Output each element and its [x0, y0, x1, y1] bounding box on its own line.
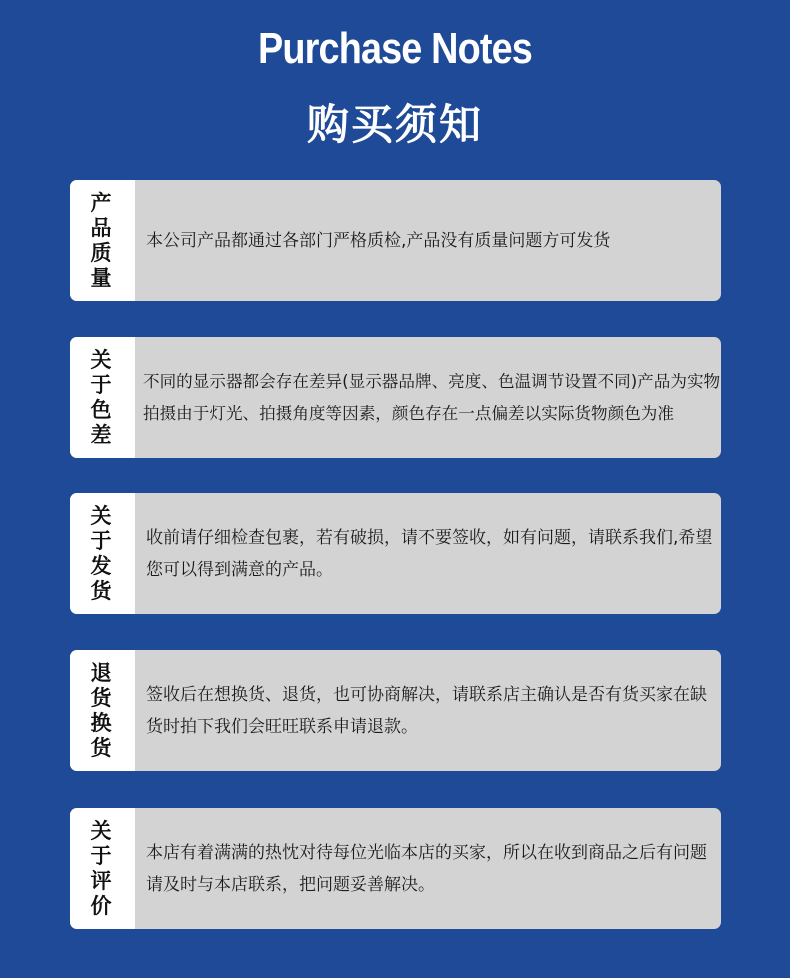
- note-label-char: 差: [90, 422, 112, 447]
- note-label-char: 色: [90, 397, 112, 422]
- page-title-chinese: 购买须知: [306, 100, 483, 149]
- note-content: [146, 808, 713, 929]
- note-text: 签收后在想换货、退货，也可协商解决，请联系店主确认是否有货买家在缺货时拍下我们会旺旺联系申请退款。: [146, 684, 707, 737]
- note-label-char: 品: [90, 215, 112, 240]
- note-card-returns: [70, 650, 721, 771]
- note-label-char: 退: [90, 660, 112, 685]
- note-label: [70, 493, 132, 614]
- note-content: [146, 493, 713, 614]
- note-label: [70, 337, 132, 458]
- note-card-reviews: [70, 808, 721, 929]
- note-label-char: 产: [90, 190, 112, 215]
- note-text: 本公司产品都通过各部门严格质检,产品没有质量问题方可发货: [146, 230, 611, 251]
- note-label-char: 关: [90, 503, 112, 528]
- note-label-char: 货: [90, 735, 112, 760]
- note-label-char: 评: [90, 868, 112, 893]
- note-label-char: 货: [90, 685, 112, 710]
- note-label-char: 发: [90, 553, 112, 578]
- note-content: [146, 180, 713, 301]
- note-label: [70, 808, 132, 929]
- note-card-quality: [70, 180, 721, 301]
- note-content: [146, 650, 713, 771]
- note-label-char: 关: [90, 818, 112, 843]
- note-text: 本店有着满满的热忱对待每位光临本店的买家，所以在收到商品之后有问题请及时与本店联系，把问题妥善解决。: [146, 842, 707, 895]
- note-label-char: 换: [90, 710, 112, 735]
- note-text: 收前请仔细检查包裹，若有破损，请不要签收，如有问题，请联系我们,希望您可以得到满意的产品。: [146, 527, 713, 580]
- note-label-char: 于: [90, 843, 112, 868]
- note-text: 不同的显示器都会存在差异(显示器品牌、亮度、色温调节设置不同)产品为实物拍摄由于灯光、拍摄角度等因素，颜色存在一点偏差以实际货物颜色为准: [143, 371, 721, 423]
- note-card-shipping: [70, 493, 721, 614]
- note-label-char: 于: [90, 528, 112, 553]
- note-label-char: 关: [90, 347, 112, 372]
- note-label-char: 价: [90, 893, 112, 918]
- note-label: [70, 650, 132, 771]
- note-card-color-difference: [70, 337, 721, 458]
- note-label-char: 于: [90, 372, 112, 397]
- note-label: [70, 180, 132, 301]
- note-label-char: 量: [90, 265, 112, 290]
- note-content: [143, 337, 721, 458]
- note-label-char: 质: [90, 240, 112, 265]
- page-title-english: Purchase Notes: [258, 24, 532, 73]
- note-label-char: 货: [90, 578, 112, 603]
